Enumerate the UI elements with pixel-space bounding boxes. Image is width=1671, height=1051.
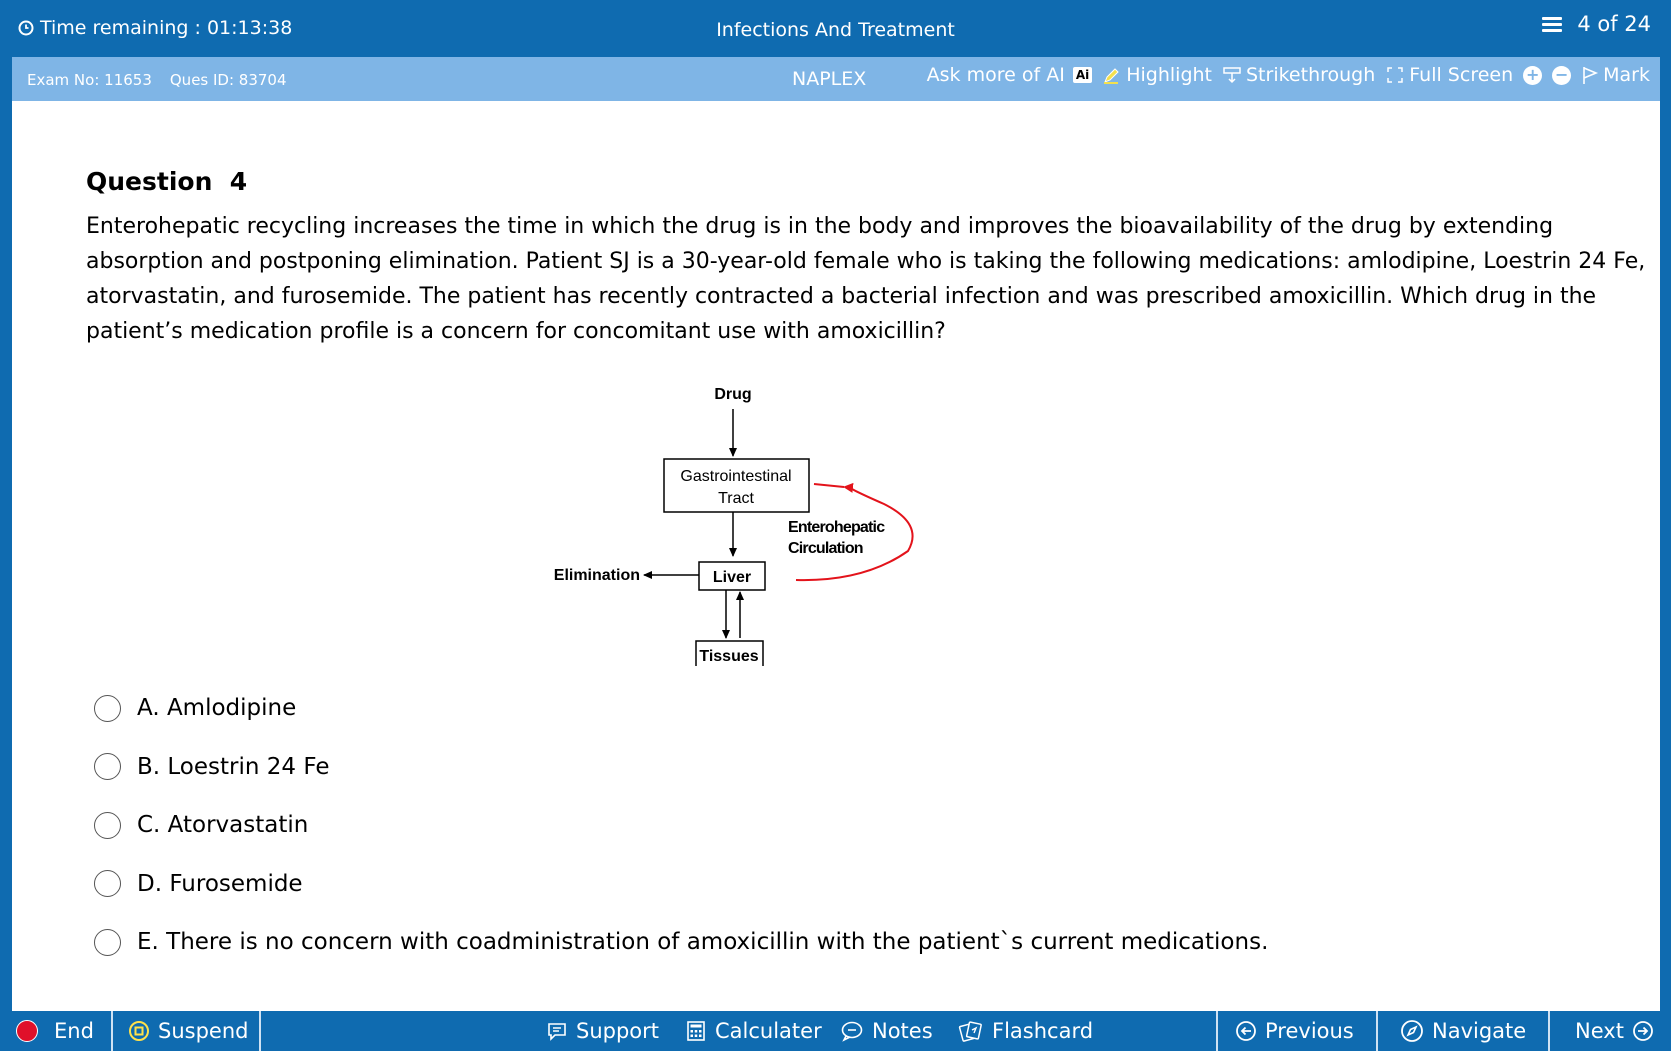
topic-title: Infections And Treatment bbox=[716, 19, 955, 41]
fullscreen-icon bbox=[1385, 65, 1405, 85]
option-e[interactable] bbox=[94, 913, 1268, 972]
next-button[interactable] bbox=[1575, 1011, 1654, 1051]
radio-button[interactable] bbox=[94, 870, 121, 897]
notes-label: Notes bbox=[872, 1019, 933, 1043]
ask-ai-button[interactable] bbox=[927, 64, 1093, 86]
flashcard-button[interactable] bbox=[958, 1011, 1093, 1051]
question-panel bbox=[12, 101, 1660, 1011]
end-button[interactable] bbox=[16, 1011, 94, 1051]
option-b[interactable] bbox=[94, 738, 1268, 797]
highlighter-icon bbox=[1102, 65, 1122, 85]
divider bbox=[1216, 1011, 1218, 1051]
arrow-left-icon bbox=[1235, 1020, 1257, 1042]
divider bbox=[1548, 1011, 1550, 1051]
entero-label-line2: Circulation bbox=[788, 540, 863, 557]
previous-label: Previous bbox=[1265, 1019, 1354, 1043]
radio-button[interactable] bbox=[94, 929, 121, 956]
notes-button[interactable] bbox=[840, 1011, 933, 1051]
gi-label-line2: Tract bbox=[718, 490, 754, 507]
option-label: B. Loestrin 24 Fe bbox=[137, 753, 330, 780]
exam-name: NAPLEX bbox=[792, 68, 867, 90]
question-id: Ques ID: 83704 bbox=[169, 71, 287, 89]
ask-ai-label: Ask more of AI bbox=[926, 64, 1065, 86]
calculator-icon bbox=[685, 1020, 707, 1042]
question-stem: Enterohepatic recycling increases the time in which the drug is in the body and improves the bioavailability of the drug by extending absorption and postponing elimination. Patient SJ is a 30-year-old female who is taking the following medications: amlodipine, Loestrin 24 Fe, atorvastatin, and furosemide. The patient has recently contracted a bacterial infection and was prescribed amoxicillin. Which drug in the patient’s medication profile is a concern for concomitant use with amoxicillin? bbox=[86, 214, 1646, 344]
entero-label-line1: Enterohepatic bbox=[788, 519, 885, 536]
toolbar bbox=[927, 64, 1650, 86]
tissues-label: Tissues bbox=[699, 648, 759, 665]
support-button[interactable] bbox=[546, 1011, 659, 1051]
fullscreen-label: Full Screen bbox=[1409, 64, 1514, 86]
ai-icon: Ai bbox=[1073, 67, 1092, 83]
liver-label: Liver bbox=[712, 569, 752, 586]
strikethrough-icon bbox=[1222, 65, 1242, 85]
strikethrough-label: Strikethrough bbox=[1246, 64, 1376, 86]
calculator-button[interactable] bbox=[685, 1011, 822, 1051]
flag-icon bbox=[1581, 65, 1599, 85]
navigate-button[interactable] bbox=[1400, 1011, 1526, 1051]
zoom-in-icon[interactable]: + bbox=[1523, 66, 1542, 85]
previous-button[interactable] bbox=[1235, 1011, 1354, 1051]
arrow-right-icon bbox=[1632, 1020, 1654, 1042]
next-label: Next bbox=[1575, 1019, 1624, 1043]
mark-button[interactable] bbox=[1581, 64, 1650, 86]
strikethrough-button[interactable] bbox=[1222, 64, 1375, 86]
option-label: C. Atorvastatin bbox=[137, 812, 309, 839]
radio-button[interactable] bbox=[94, 812, 121, 839]
sub-bar bbox=[12, 57, 1660, 101]
divider bbox=[1376, 1011, 1378, 1051]
elimination-label: Elimination bbox=[553, 567, 640, 584]
compass-icon bbox=[1400, 1019, 1424, 1043]
highlight-label: Highlight bbox=[1126, 64, 1212, 86]
option-c[interactable] bbox=[94, 796, 1268, 855]
flashcard-icon bbox=[958, 1020, 984, 1042]
exam-number: Exam No: 11653 bbox=[27, 71, 152, 89]
suspend-label: Suspend bbox=[158, 1019, 249, 1043]
option-label: D. Furosemide bbox=[137, 870, 303, 897]
zoom-out-icon[interactable]: − bbox=[1552, 66, 1571, 85]
suspend-button[interactable] bbox=[128, 1011, 248, 1051]
pause-icon bbox=[128, 1020, 150, 1042]
loop-arrowhead bbox=[814, 484, 844, 487]
option-label: E. There is no concern with coadministration of amoxicillin with the patient`s current medications. bbox=[137, 929, 1269, 956]
timer-label: Time remaining : 01:13:38 bbox=[40, 17, 293, 39]
counter-label: 4 of 24 bbox=[1577, 12, 1651, 36]
mark-label: Mark bbox=[1603, 64, 1650, 86]
chat-icon bbox=[546, 1020, 568, 1042]
calculator-label: Calculater bbox=[715, 1019, 822, 1043]
fullscreen-button[interactable] bbox=[1385, 64, 1513, 86]
divider bbox=[259, 1011, 261, 1051]
speech-bubble-icon bbox=[840, 1020, 864, 1042]
stop-icon bbox=[16, 1020, 38, 1042]
divider bbox=[111, 1011, 113, 1051]
diagram-drug-label: Drug bbox=[714, 386, 752, 403]
option-label: A. Amlodipine bbox=[137, 695, 297, 722]
exam-info bbox=[27, 71, 287, 89]
question-list-icon[interactable] bbox=[1539, 14, 1565, 34]
top-bar bbox=[0, 0, 1671, 57]
question-counter bbox=[1539, 12, 1651, 36]
navigate-label: Navigate bbox=[1432, 1019, 1527, 1043]
question-title: Question 4 bbox=[86, 167, 248, 196]
end-label: End bbox=[54, 1019, 94, 1043]
radio-button[interactable] bbox=[94, 695, 121, 722]
gi-label-line1: Gastrointestinal bbox=[680, 468, 792, 485]
enterohepatic-diagram bbox=[552, 366, 932, 666]
flashcard-label: Flashcard bbox=[992, 1019, 1094, 1043]
highlight-button[interactable] bbox=[1102, 64, 1212, 86]
bottom-bar bbox=[0, 1011, 1671, 1051]
radio-button[interactable] bbox=[94, 753, 121, 780]
option-d[interactable] bbox=[94, 855, 1268, 914]
answer-options bbox=[94, 679, 1268, 972]
option-a[interactable] bbox=[94, 679, 1268, 738]
support-label: Support bbox=[576, 1019, 660, 1043]
